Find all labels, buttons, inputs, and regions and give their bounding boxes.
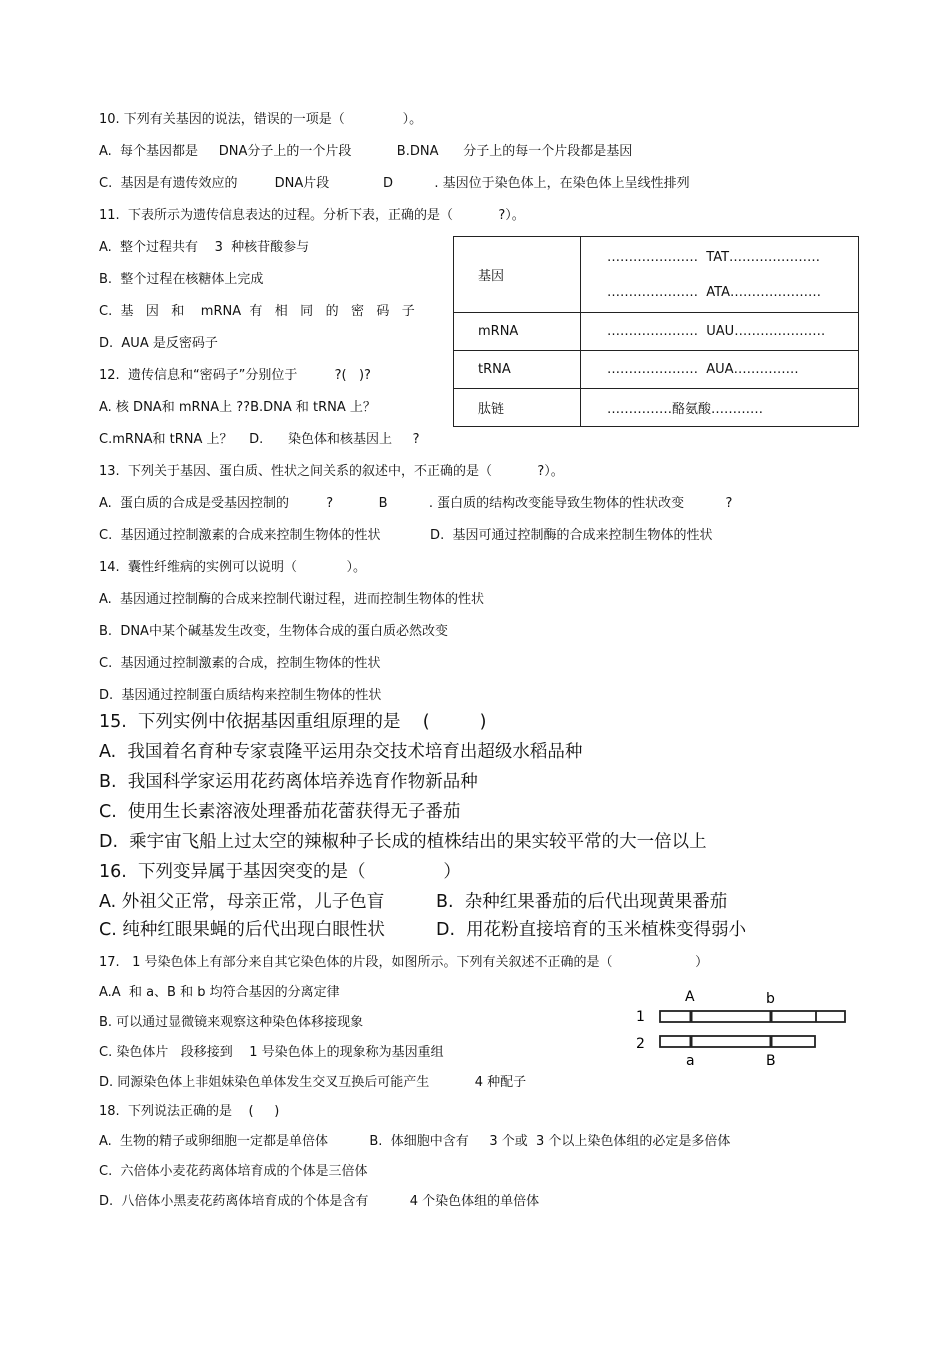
question-15-option-d: D. 乘宇宙飞船上过太空的辣椒种子长成的植株结出的果实较平常的大一倍以上 (99, 832, 707, 852)
question-14-option-d: D. 基因通过控制蛋白质结构来控制生物体的性状 (99, 688, 382, 703)
question-17-option-a: A.A 和 a、B 和 b 均符合基因的分离定律 (99, 985, 340, 1000)
question-10-options-cd: C. 基因是有遗传效应的 DNA片段 D . 基因位于染色体上，在染色体上呈线性排列 (99, 176, 690, 191)
question-17-option-d: D. 同源染色体上非姐妹染色单体发生交叉互换后可能产生 4 种配子 (99, 1075, 527, 1090)
trna-sequence: ………………… AUA…………… (607, 362, 799, 377)
question-14-option-c: C. 基因通过控制激素的合成，控制生物体的性状 (99, 656, 381, 671)
question-16-stem: 16. 下列变异属于基因突变的是（ ） (99, 862, 461, 882)
chromosome-1 (660, 1011, 845, 1022)
question-17-option-c: C. 染色体片 段移接到 1 号染色体上的现象称为基因重组 (99, 1045, 444, 1060)
table-row (454, 351, 859, 389)
gene-strand-1: ………………… TAT………………… (607, 249, 821, 265)
gene-strand-2: ………………… ATA………………… (607, 284, 821, 300)
question-15-stem: 15. 下列实例中依据基因重组原理的是 ( ) (99, 712, 487, 732)
gene-sequence-cell (581, 237, 859, 313)
gene-label-b: b (766, 991, 775, 1007)
question-14-option-b: B. DNA中某个碱基发生改变，生物体合成的蛋白质必然改变 (99, 624, 448, 639)
gene-label-B: B (766, 1053, 776, 1069)
table-row (454, 389, 859, 427)
question-15-option-c: C. 使用生长素溶液处理番茄花蕾获得无子番茄 (99, 802, 461, 822)
gene-label-a: a (686, 1053, 695, 1069)
mrna-sequence: ………………… UAU………………… (607, 324, 826, 339)
question-17-stem: 17. 1 号染色体上有部分来自其它染色体的片段，如图所示。下列有关叙述不正确的是（ ） (99, 955, 709, 970)
question-12-options-cd: C.mRNA和 tRNA 上？ D. 染色体和核基因上 ? (99, 432, 420, 447)
question-13-stem: 13. 下列关于基因、蛋白质、性状之间关系的叙述中，不正确的是（ ?）。 (99, 464, 564, 479)
question-11-stem: 11. 下表所示为遗传信息表达的过程。分析下表，正确的是（ ?）。 (99, 208, 525, 223)
question-11-option-d: D. AUA 是反密码子 (99, 336, 218, 351)
table-row (454, 237, 859, 313)
peptide-sequence: ……………酪氨酸………… (607, 402, 764, 417)
question-18-stem: 18. 下列说法正确的是 ( ) (99, 1104, 280, 1119)
question-12-options-ab: A. 核 DNA和 mRNA上 ??B.DNA 和 tRNA 上？ (99, 400, 376, 415)
question-16-option-a: A. 外祖父正常，母亲正常，儿子色盲 (99, 892, 385, 912)
question-16-option-c: C. 纯种红眼果蝇的后代出现白眼性状 (99, 920, 385, 940)
question-18-option-c: C. 六倍体小麦花药离体培育成的个体是三倍体 (99, 1164, 368, 1179)
question-15-option-b: B. 我国科学家运用花药离体培养选育作物新品种 (99, 772, 478, 792)
mrna-label: mRNA (454, 313, 581, 351)
question-11-option-c: C. 基 因 和 mRNA 有 相 同 的 密 码 子 (99, 304, 415, 319)
question-13-options-ab: A. 蛋白质的合成是受基因控制的 ? B . 蛋白质的结构改变能导致生物体的性状改变 ? (99, 496, 733, 511)
question-15-option-a: A. 我国着名育种专家袁隆平运用杂交技术培育出超级水稻品种 (99, 742, 583, 762)
chromosome-1-label: 1 (636, 1009, 645, 1025)
question-13-options-cd: C. 基因通过控制激素的合成来控制生物体的性状 D. 基因可通过控制酶的合成来控制生物体的性状 (99, 528, 713, 543)
question-12-stem: 12. 遗传信息和“密码子”分别位于 ?( )? (99, 368, 371, 383)
question-16-option-b: B. 杂种红果番茄的后代出现黄果番茄 (436, 892, 728, 912)
question-10-stem: 10. 下列有关基因的说法，错误的一项是（ ）。 (99, 112, 423, 127)
question-14-option-a: A. 基因通过控制酶的合成来控制代谢过程，进而控制生物体的性状 (99, 592, 485, 607)
peptide-label: 肽链 (454, 389, 581, 427)
question-18-option-d: D. 八倍体小黑麦花药离体培育成的个体是含有 4 个染色体组的单倍体 (99, 1194, 540, 1209)
gene-label-A: A (685, 989, 695, 1005)
chromosome-diagram (630, 985, 855, 1070)
question-11-option-a: A. 整个过程共有 3 种核苷酸参与 (99, 240, 310, 255)
trna-label: tRNA (454, 351, 581, 389)
question-10-options-ab: A. 每个基因都是 DNA分子上的一个片段 B.DNA 分子上的每一个片段都是基因 (99, 144, 633, 159)
question-18-options-ab: A. 生物的精子或卵细胞一定都是单倍体 B. 体细胞中含有 3 个或 3 个以上染色体组的必定是多倍体 (99, 1134, 731, 1149)
question-17-option-b: B. 可以通过显微镜来观察这种染色体移接现象 (99, 1015, 364, 1030)
chromosome-2-label: 2 (636, 1036, 645, 1052)
chromosome-2 (660, 1036, 815, 1047)
table-row (454, 313, 859, 351)
gene-label: 基因 (454, 237, 581, 313)
question-14-stem: 14. 囊性纤维病的实例可以说明（ ）。 (99, 560, 367, 575)
question-16-option-d: D. 用花粉直接培育的玉米植株变得弱小 (436, 920, 747, 940)
gene-expression-table (453, 236, 859, 427)
question-11-option-b: B. 整个过程在核糖体上完成 (99, 272, 264, 287)
